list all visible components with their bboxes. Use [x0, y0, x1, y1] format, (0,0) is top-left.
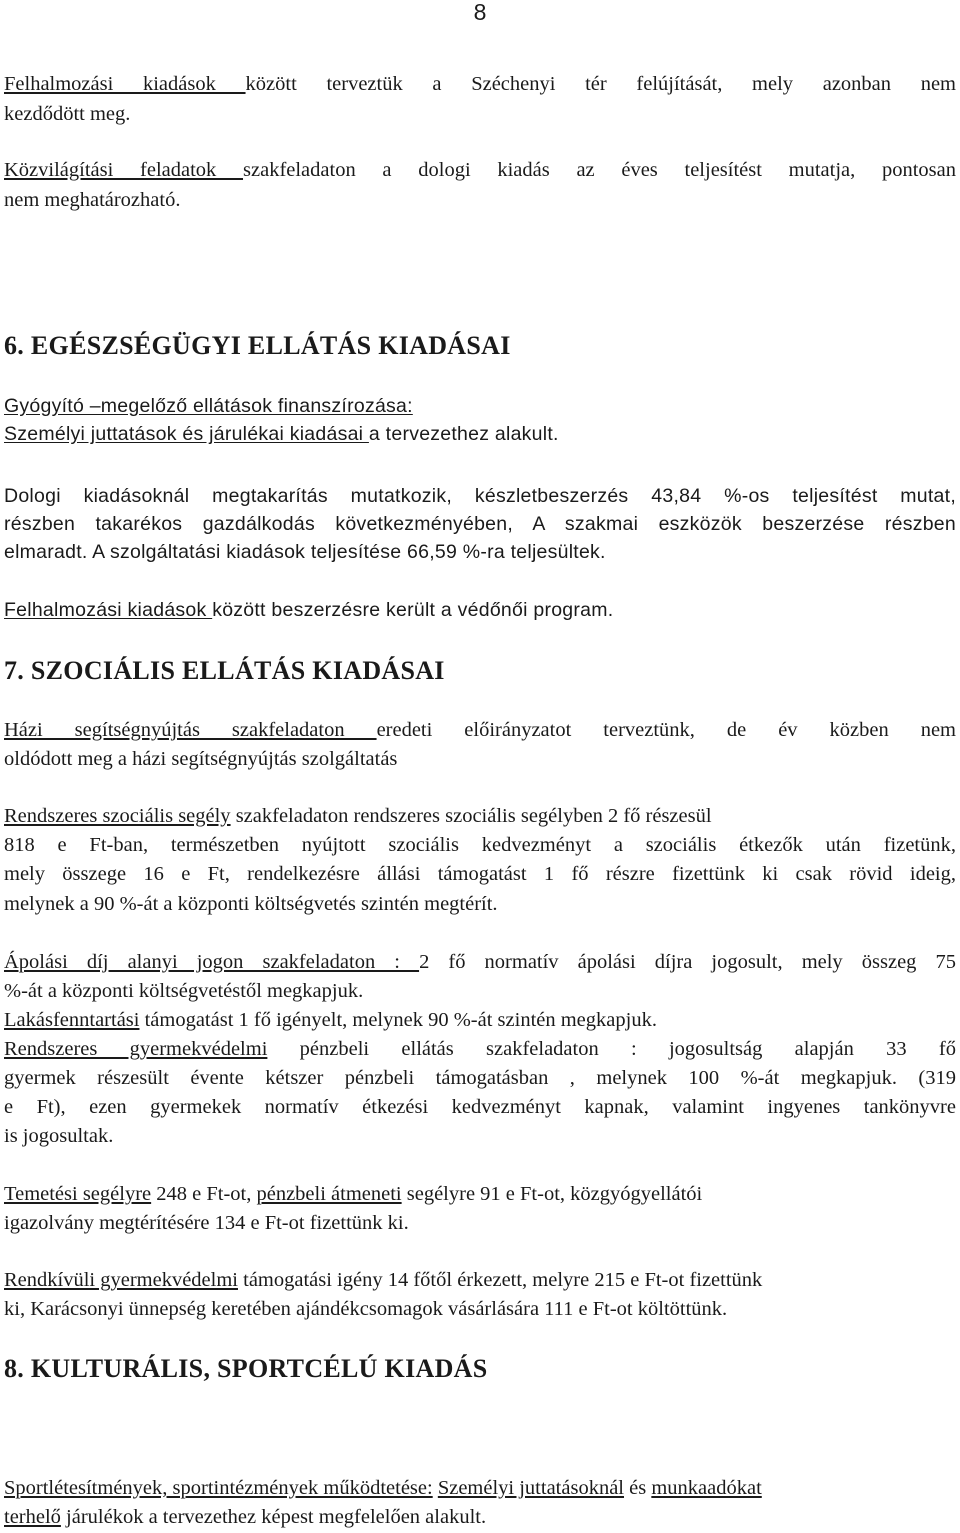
paragraph-line: mely összege 16 e Ft, rendelkezésre állási támogatást 1 fő részre fizettünk ki csak rövid ideig,: [4, 863, 956, 885]
paragraph-line: részben takarékos gazdálkodás következményében, A szakmai eszközök beszerzése részben: [4, 513, 956, 535]
paragraph-line: [4, 158, 956, 182]
underlined-term: terhelő: [4, 1506, 61, 1528]
underlined-term: Felhalmozási kiadások: [4, 73, 246, 95]
underlined-term: Lakásfenntartási: [4, 1009, 140, 1031]
text-run: között beszerzésre került a védőnői program.: [212, 599, 614, 621]
paragraph-line: [4, 804, 712, 828]
paragraph-line: %-át a központi költségvetéstől megkapjuk.: [4, 980, 364, 1002]
text-run: járulékok a tervezethez képest megfelelően alakult.: [60, 1506, 487, 1528]
underlined-term: Temetési segélyre: [4, 1183, 152, 1205]
paragraph-line: [4, 1182, 702, 1206]
section-heading: 8. KULTURÁLIS, SPORTCÉLÚ KIADÁS: [4, 1354, 488, 1383]
paragraph-line: [4, 1268, 762, 1292]
paragraph-line: 818 e Ft-ban, természetben nyújtott szociális kedvezményt a szociális étkezők után fizetünk,: [4, 834, 956, 856]
underlined-term: Sportlétesítmények, sportintézmények működtetése:: [4, 1477, 433, 1499]
text-run: pénzbeli ellátás szakfeladaton : jogosultság alapján 33 fő: [267, 1038, 956, 1060]
text-run: támogatási igény 14 főtől érkezett, melyre 215 e Ft-ot fizettünk: [238, 1269, 763, 1291]
paragraph-line: is jogosultak.: [4, 1125, 114, 1147]
paragraph-line: oldódott meg a házi segítségnyújtás szolgáltatás: [4, 748, 398, 770]
paragraph-line: Dologi kiadásoknál megtakarítás mutatkozik, készletbeszerzés 43,84 %-os teljesítést mutat,: [4, 485, 956, 507]
paragraph-line: igazolvány megtérítésére 134 e Ft-ot fizettünk ki.: [4, 1212, 409, 1234]
paragraph-line: [4, 422, 559, 446]
text-run: és: [624, 1477, 652, 1499]
paragraph-line: elmaradt. A szolgáltatási kiadások teljesítése 66,59 %-ra teljesültek.: [4, 541, 606, 563]
section-heading: 7. SZOCIÁLIS ELLÁTÁS KIADÁSAI: [4, 656, 445, 685]
text-run: a tervezethez alakult.: [368, 423, 559, 445]
paragraph-line: [4, 1037, 956, 1061]
text-run: szakfeladaton rendszeres szociális segélyben 2 fő részesül: [230, 805, 712, 827]
paragraph-line: [4, 72, 956, 96]
underlined-term: Személyi juttatások és járulékai kiadásai: [4, 423, 369, 445]
paragraph-line: e Ft), ezen gyermekek normatív étkezési kedvezményt kapnak, valamint ingyenes tankönyvre: [4, 1096, 956, 1118]
paragraph-line: [4, 1008, 657, 1032]
text-run: eredeti előirányzatot terveztünk, de év közben nem: [376, 719, 956, 741]
paragraph-line: [4, 1505, 486, 1529]
underlined-term: pénzbeli átmeneti: [256, 1183, 402, 1205]
underlined-term: Közvilágítási feladatok: [4, 159, 244, 181]
paragraph-line: melynek a 90 %-át a központi költségvetés szintén megtérít.: [4, 893, 498, 915]
text-run: segélyre 91 e Ft-ot, közgyógyellátói: [401, 1183, 703, 1205]
text-run: között terveztük a Széchenyi tér felújítását, mely azonban nem: [245, 73, 956, 95]
paragraph-line: kezdődött meg.: [4, 103, 131, 125]
page-number: 8: [473, 0, 487, 25]
paragraph-line: [4, 718, 956, 742]
text-run: 2 fő normatív ápolási díjra jogosult, mely összeg 75: [419, 951, 956, 973]
underlined-term: Rendszeres gyermekvédelmi: [4, 1038, 268, 1060]
underlined-term: Felhalmozási kiadások: [4, 599, 213, 621]
paragraph-line: [4, 598, 613, 622]
underlined-term: Rendszeres szociális segély: [4, 805, 231, 827]
text-run: szakfeladaton a dologi kiadás az éves teljesítést mutatja, pontosan: [243, 159, 956, 181]
text-run: támogatást 1 fő igényelt, melynek 90 %-át szintén megkapjuk.: [139, 1009, 657, 1031]
paragraph-line: [4, 950, 956, 974]
section-heading: 6. EGÉSZSÉGÜGYI ELLÁTÁS KIADÁSAI: [4, 331, 511, 360]
paragraph-line: nem meghatározható.: [4, 189, 181, 211]
subheading: Gyógyító –megelőző ellátások finanszírozása:: [4, 395, 413, 417]
underlined-term: Házi segítségnyújtás szakfeladaton: [4, 719, 377, 741]
underlined-term: munkaadókat: [651, 1477, 762, 1499]
text-run: 248 e Ft-ot,: [151, 1183, 257, 1205]
paragraph-line: ki, Karácsonyi ünnepség keretében ajándékcsomagok vásárlására 111 e Ft-ot költöttünk.: [4, 1298, 728, 1320]
paragraph-line: gyermek részesült évente kétszer pénzbeli támogatásban , melynek 100 %-át megkapjuk. (319: [4, 1067, 956, 1089]
underlined-term: Ápolási díj alanyi jogon szakfeladaton :: [4, 951, 420, 973]
underlined-term: Rendkívüli gyermekvédelmi: [4, 1269, 238, 1291]
paragraph-line: [4, 1476, 762, 1500]
underlined-term: Személyi juttatásoknál: [437, 1477, 624, 1499]
